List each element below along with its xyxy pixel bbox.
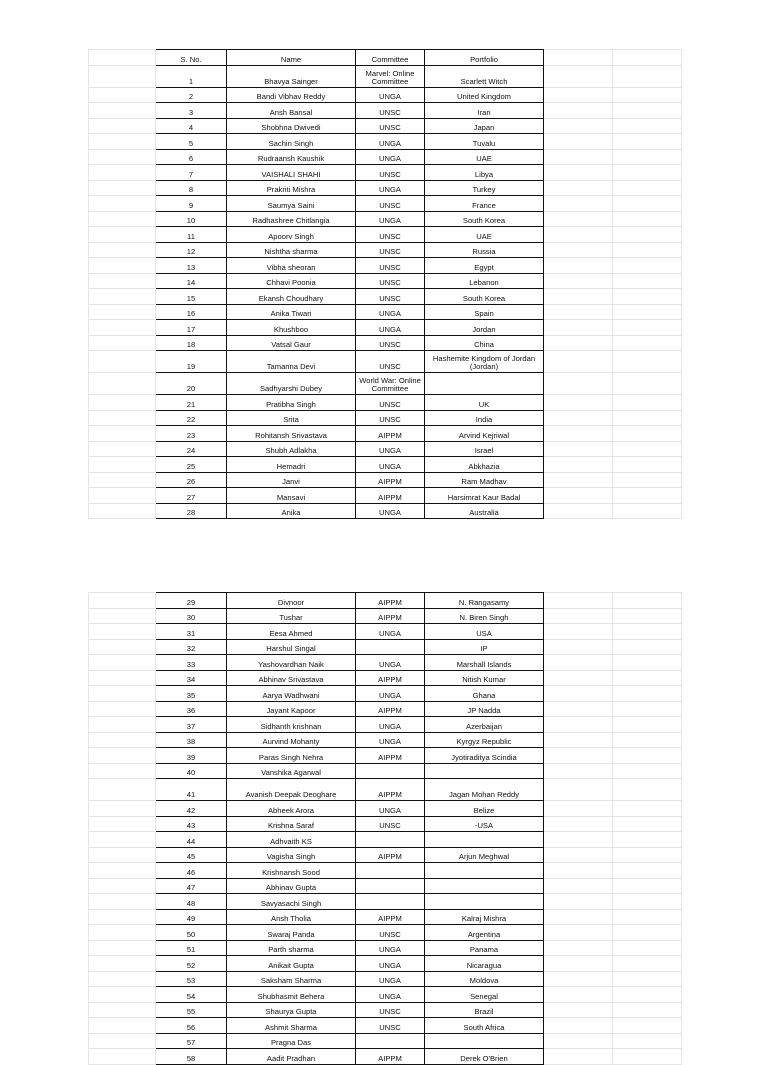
cell-portfolio: Panama: [425, 940, 544, 956]
cell-committee: UNGA: [356, 87, 425, 103]
cell-name: Aadit Pradhan: [227, 1049, 356, 1065]
cell-committee: UNSC: [356, 289, 425, 305]
cell-name: Savyasachi Singh: [227, 894, 356, 910]
cell-sno: 6: [156, 149, 227, 165]
cell-committee: UNSC: [356, 196, 425, 212]
cell-committee: UNGA: [356, 686, 425, 702]
cell-committee: UNSC: [356, 103, 425, 119]
cell-name: VAISHALI SHAHI: [227, 165, 356, 181]
cell-name: Vibha sheoran: [227, 258, 356, 274]
table-row: [89, 211, 682, 227]
cell-name: Krishnansh Sood: [227, 863, 356, 879]
cell-sno: 17: [156, 320, 227, 336]
cell-committee: AIPPM: [356, 748, 425, 764]
cell-name: Vagisha Singh: [227, 847, 356, 863]
cell-committee: UNSC: [356, 118, 425, 134]
cell-name: Sadhyarshi Dubey: [227, 373, 356, 395]
cell-name: Ansh Bansal: [227, 103, 356, 119]
cell-committee: UNSC: [356, 273, 425, 289]
cell-sno: 2: [156, 87, 227, 103]
cell-name: Pratibha Singh: [227, 395, 356, 411]
cell-name: Abheek Arora: [227, 801, 356, 817]
cell-portfolio: Egypt: [425, 258, 544, 274]
cell-portfolio: [425, 763, 544, 779]
table-row: [89, 335, 682, 351]
cell-committee: UNSC: [356, 242, 425, 258]
cell-name: Anika: [227, 503, 356, 519]
table-row: [89, 426, 682, 442]
table-row: [89, 925, 682, 941]
cell-committee: UNGA: [356, 940, 425, 956]
cell-portfolio: South Korea: [425, 289, 544, 305]
table-row: [89, 608, 682, 624]
cell-sno: 14: [156, 273, 227, 289]
cell-committee: UNGA: [356, 956, 425, 972]
table-row: [89, 457, 682, 473]
cell-portfolio: Spain: [425, 304, 544, 320]
cell-sno: 35: [156, 686, 227, 702]
table-row: [89, 320, 682, 336]
cell-sno: 37: [156, 717, 227, 733]
cell-sno: 12: [156, 242, 227, 258]
cell-sno: 45: [156, 847, 227, 863]
cell-portfolio: Kalraj Mishra: [425, 909, 544, 925]
cell-committee: UNSC: [356, 335, 425, 351]
cell-name: Saksham Sharma: [227, 971, 356, 987]
cell-portfolio: Kyrgyz Republic: [425, 732, 544, 748]
table-row: [89, 878, 682, 894]
header-committee: Committee: [356, 50, 425, 66]
table-row: [89, 1049, 682, 1065]
cell-sno: 25: [156, 457, 227, 473]
cell-committee: UNGA: [356, 655, 425, 671]
table-row: [89, 732, 682, 748]
cell-sno: 53: [156, 971, 227, 987]
cell-sno: 31: [156, 624, 227, 640]
cell-portfolio: Argentina: [425, 925, 544, 941]
cell-sno: 28: [156, 503, 227, 519]
cell-name: Abhinav Srivastava: [227, 670, 356, 686]
table-row: [89, 351, 682, 373]
cell-committee: UNSC: [356, 227, 425, 243]
cell-sno: 41: [156, 779, 227, 801]
cell-name: Ashmit Sharma: [227, 1018, 356, 1034]
cell-sno: 29: [156, 593, 227, 609]
cell-sno: 56: [156, 1018, 227, 1034]
cell-name: Ansh Tholia: [227, 909, 356, 925]
header-sno: S. No.: [156, 50, 227, 66]
cell-committee: UNGA: [356, 503, 425, 519]
cell-sno: 48: [156, 894, 227, 910]
cell-committee: [356, 639, 425, 655]
table-row: [89, 624, 682, 640]
cell-sno: 18: [156, 335, 227, 351]
cell-portfolio: South Africa: [425, 1018, 544, 1034]
cell-name: Srita: [227, 410, 356, 426]
cell-portfolio: Jagan Mohan Reddy: [425, 779, 544, 801]
cell-sno: 9: [156, 196, 227, 212]
cell-committee: [356, 894, 425, 910]
cell-committee: UNGA: [356, 211, 425, 227]
cell-portfolio: Belize: [425, 801, 544, 817]
cell-sno: 27: [156, 488, 227, 504]
cell-sno: 8: [156, 180, 227, 196]
cell-name: Ekansh Choudhary: [227, 289, 356, 305]
table-row: [89, 670, 682, 686]
cell-sno: 22: [156, 410, 227, 426]
table-row: [89, 273, 682, 289]
cell-committee: UNSC: [356, 351, 425, 373]
cell-committee: AIPPM: [356, 593, 425, 609]
cell-portfolio: Scarlett Witch: [425, 65, 544, 87]
cell-sno: 19: [156, 351, 227, 373]
cell-name: Anika Tiwari: [227, 304, 356, 320]
cell-sno: 13: [156, 258, 227, 274]
cell-name: Chhavi Poonia: [227, 273, 356, 289]
cell-committee: [356, 863, 425, 879]
cell-name: Shaurya Gupta: [227, 1002, 356, 1018]
cell-committee: AIPPM: [356, 488, 425, 504]
cell-portfolio: Azerbaijan: [425, 717, 544, 733]
cell-portfolio: Moldova: [425, 971, 544, 987]
cell-portfolio: Hashemite Kingdom of Jordan (Jordan): [425, 351, 544, 373]
cell-committee: UNGA: [356, 732, 425, 748]
cell-portfolio: Turkey: [425, 180, 544, 196]
cell-name: Sidhanth krishnan: [227, 717, 356, 733]
table-row: [89, 87, 682, 103]
cell-portfolio: UAE: [425, 149, 544, 165]
cell-committee: World War: Online Committee: [356, 373, 425, 395]
cell-name: Bandi Vibhav Reddy: [227, 87, 356, 103]
table-row: [89, 655, 682, 671]
cell-sno: 3: [156, 103, 227, 119]
table-row: [89, 1033, 682, 1049]
cell-portfolio: Abkhazia: [425, 457, 544, 473]
table-row: [89, 395, 682, 411]
table-row: [89, 717, 682, 733]
cell-committee: UNGA: [356, 304, 425, 320]
cell-committee: UNGA: [356, 149, 425, 165]
cell-portfolio: Marshall Islands: [425, 655, 544, 671]
cell-portfolio: Libya: [425, 165, 544, 181]
cell-portfolio: UAE: [425, 227, 544, 243]
cell-name: Avanish Deepak Deoghare: [227, 779, 356, 801]
cell-committee: AIPPM: [356, 1049, 425, 1065]
table-row: [89, 65, 682, 87]
cell-committee: UNSC: [356, 925, 425, 941]
cell-portfolio: India: [425, 410, 544, 426]
cell-name: Prakriti Mishra: [227, 180, 356, 196]
table-row: [89, 779, 682, 801]
cell-committee: UNGA: [356, 441, 425, 457]
cell-sno: 26: [156, 472, 227, 488]
header-portfolio: Portfolio: [425, 50, 544, 66]
cell-committee: [356, 832, 425, 848]
cell-name: Tushar: [227, 608, 356, 624]
cell-committee: AIPPM: [356, 426, 425, 442]
table-row: [89, 227, 682, 243]
table-row: [89, 503, 682, 519]
cell-name: Parth sharma: [227, 940, 356, 956]
cell-name: Paras Singh Nehra: [227, 748, 356, 764]
cell-name: Aurvind Mohanty: [227, 732, 356, 748]
cell-portfolio: UK: [425, 395, 544, 411]
cell-sno: 40: [156, 763, 227, 779]
cell-committee: [356, 878, 425, 894]
table-row: [89, 441, 682, 457]
cell-portfolio: Japan: [425, 118, 544, 134]
cell-portfolio: Australia: [425, 503, 544, 519]
cell-name: Pragna Das: [227, 1033, 356, 1049]
cell-portfolio: [425, 373, 544, 395]
cell-committee: UNGA: [356, 134, 425, 150]
cell-name: Eesa Ahmed: [227, 624, 356, 640]
table-row: [89, 894, 682, 910]
cell-committee: AIPPM: [356, 472, 425, 488]
cell-name: Harshul Singal: [227, 639, 356, 655]
cell-name: Nishtha sharma: [227, 242, 356, 258]
table-row: [89, 373, 682, 395]
cell-name: Khushboo: [227, 320, 356, 336]
cell-committee: AIPPM: [356, 670, 425, 686]
table-row: [89, 258, 682, 274]
table-row: [89, 701, 682, 717]
table-row: [89, 832, 682, 848]
cell-name: Shubhasmit Behera: [227, 987, 356, 1003]
table-row: [89, 149, 682, 165]
cell-sno: 42: [156, 801, 227, 817]
delegate-table-page-1: [88, 49, 682, 519]
cell-name: Mansavi: [227, 488, 356, 504]
table-row: [89, 940, 682, 956]
cell-committee: UNSC: [356, 1002, 425, 1018]
cell-sno: 10: [156, 211, 227, 227]
cell-committee: UNGA: [356, 971, 425, 987]
table-row: [89, 242, 682, 258]
cell-portfolio: Russia: [425, 242, 544, 258]
cell-committee: UNSC: [356, 165, 425, 181]
cell-sno: 55: [156, 1002, 227, 1018]
table-row: [89, 987, 682, 1003]
cell-portfolio: China: [425, 335, 544, 351]
cell-sno: 21: [156, 395, 227, 411]
cell-sno: 33: [156, 655, 227, 671]
cell-portfolio: [425, 894, 544, 910]
cell-name: Vatsal Gaur: [227, 335, 356, 351]
table-row: [89, 639, 682, 655]
cell-committee: UNGA: [356, 624, 425, 640]
table-row: [89, 593, 682, 609]
cell-portfolio: USA: [425, 624, 544, 640]
cell-portfolio: -USA: [425, 816, 544, 832]
cell-committee: UNSC: [356, 1018, 425, 1034]
cell-sno: 58: [156, 1049, 227, 1065]
cell-sno: 44: [156, 832, 227, 848]
table-row: [89, 134, 682, 150]
cell-sno: 51: [156, 940, 227, 956]
cell-sno: 49: [156, 909, 227, 925]
cell-name: Abhinav Gupta: [227, 878, 356, 894]
cell-committee: AIPPM: [356, 701, 425, 717]
table-row: [89, 488, 682, 504]
cell-portfolio: Derek O'Brien: [425, 1049, 544, 1065]
cell-name: Adhvaith KS: [227, 832, 356, 848]
cell-sno: 38: [156, 732, 227, 748]
cell-portfolio: Nitish Kumar: [425, 670, 544, 686]
cell-sno: 47: [156, 878, 227, 894]
cell-name: Rudraansh Kaushik: [227, 149, 356, 165]
cell-sno: 43: [156, 816, 227, 832]
cell-portfolio: [425, 878, 544, 894]
cell-name: Sachin Singh: [227, 134, 356, 150]
cell-portfolio: Iran: [425, 103, 544, 119]
cell-name: Janvi: [227, 472, 356, 488]
table-row: [89, 847, 682, 863]
cell-committee: AIPPM: [356, 608, 425, 624]
cell-name: Saumya Saini: [227, 196, 356, 212]
cell-portfolio: N. Rangasamy: [425, 593, 544, 609]
cell-committee: Marvel: Online Committee: [356, 65, 425, 87]
cell-sno: 46: [156, 863, 227, 879]
table-row: [89, 863, 682, 879]
table-row: [89, 956, 682, 972]
cell-portfolio: France: [425, 196, 544, 212]
cell-portfolio: Senegal: [425, 987, 544, 1003]
cell-sno: 20: [156, 373, 227, 395]
cell-portfolio: Jordan: [425, 320, 544, 336]
table-row: [89, 1018, 682, 1034]
cell-sno: 32: [156, 639, 227, 655]
cell-committee: UNSC: [356, 395, 425, 411]
cell-sno: 24: [156, 441, 227, 457]
table-row: [89, 289, 682, 305]
table-header-row: [89, 50, 682, 66]
cell-name: Rohitansh Srivastava: [227, 426, 356, 442]
cell-sno: 30: [156, 608, 227, 624]
header-name: Name: [227, 50, 356, 66]
cell-portfolio: South Korea: [425, 211, 544, 227]
cell-committee: UNSC: [356, 816, 425, 832]
cell-portfolio: [425, 1033, 544, 1049]
cell-committee: UNGA: [356, 987, 425, 1003]
cell-name: Radhashree Chitlangia: [227, 211, 356, 227]
cell-portfolio: Ram Madhav: [425, 472, 544, 488]
table-row: [89, 304, 682, 320]
cell-portfolio: United Kingdom: [425, 87, 544, 103]
table-row: [89, 909, 682, 925]
cell-name: Swaraj Panda: [227, 925, 356, 941]
table-row: [89, 165, 682, 181]
table-row: [89, 196, 682, 212]
cell-name: Aarya Wadhwani: [227, 686, 356, 702]
cell-committee: UNGA: [356, 320, 425, 336]
table-row: [89, 1002, 682, 1018]
cell-committee: [356, 1033, 425, 1049]
cell-portfolio: Ghana: [425, 686, 544, 702]
cell-name: Yashovardhan Naik: [227, 655, 356, 671]
cell-sno: 1: [156, 65, 227, 87]
cell-name: Jayant Kapoor: [227, 701, 356, 717]
cell-portfolio: Lebanon: [425, 273, 544, 289]
cell-sno: 34: [156, 670, 227, 686]
table-row: [89, 816, 682, 832]
cell-portfolio: JP Nadda: [425, 701, 544, 717]
cell-name: Apoorv Singh: [227, 227, 356, 243]
cell-sno: 57: [156, 1033, 227, 1049]
cell-name: Tamanna Devi: [227, 351, 356, 373]
cell-portfolio: Arvind Kejriwal: [425, 426, 544, 442]
cell-portfolio: Tuvalu: [425, 134, 544, 150]
cell-committee: UNGA: [356, 717, 425, 733]
cell-portfolio: Harsimrat Kaur Badal: [425, 488, 544, 504]
cell-portfolio: IP: [425, 639, 544, 655]
cell-sno: 5: [156, 134, 227, 150]
cell-committee: [356, 763, 425, 779]
table-row: [89, 180, 682, 196]
cell-sno: 52: [156, 956, 227, 972]
cell-name: Anikait Gupta: [227, 956, 356, 972]
table-row: [89, 971, 682, 987]
cell-sno: 11: [156, 227, 227, 243]
cell-sno: 54: [156, 987, 227, 1003]
cell-name: Shobhna Dwivedi: [227, 118, 356, 134]
cell-sno: 4: [156, 118, 227, 134]
cell-committee: AIPPM: [356, 909, 425, 925]
cell-portfolio: [425, 863, 544, 879]
table-row: [89, 472, 682, 488]
table-row: [89, 801, 682, 817]
cell-sno: 39: [156, 748, 227, 764]
cell-name: Divnoor: [227, 593, 356, 609]
cell-portfolio: Brazil: [425, 1002, 544, 1018]
cell-committee: UNGA: [356, 457, 425, 473]
cell-sno: 50: [156, 925, 227, 941]
table-row: [89, 118, 682, 134]
cell-portfolio: Arjun Meghwal: [425, 847, 544, 863]
cell-committee: UNSC: [356, 410, 425, 426]
cell-name: Shubh Adlakha: [227, 441, 356, 457]
cell-portfolio: Jyotiraditya Scindia: [425, 748, 544, 764]
cell-sno: 7: [156, 165, 227, 181]
cell-sno: 16: [156, 304, 227, 320]
table-row: [89, 748, 682, 764]
cell-name: Krishna Saraf: [227, 816, 356, 832]
cell-committee: UNGA: [356, 180, 425, 196]
table-row: [89, 686, 682, 702]
cell-sno: 23: [156, 426, 227, 442]
cell-committee: UNSC: [356, 258, 425, 274]
cell-committee: AIPPM: [356, 779, 425, 801]
delegate-table-page-2: [88, 592, 682, 1065]
table-row: [89, 103, 682, 119]
cell-committee: AIPPM: [356, 847, 425, 863]
cell-portfolio: [425, 832, 544, 848]
cell-sno: 15: [156, 289, 227, 305]
table-row: [89, 410, 682, 426]
cell-portfolio: Israel: [425, 441, 544, 457]
cell-committee: UNGA: [356, 801, 425, 817]
cell-sno: 36: [156, 701, 227, 717]
cell-name: Bhavya Sainger: [227, 65, 356, 87]
table-row: [89, 763, 682, 779]
cell-portfolio: Nicaragua: [425, 956, 544, 972]
cell-portfolio: N. Biren Singh: [425, 608, 544, 624]
cell-name: Vanshika Agarwal: [227, 763, 356, 779]
cell-name: Hemadri: [227, 457, 356, 473]
